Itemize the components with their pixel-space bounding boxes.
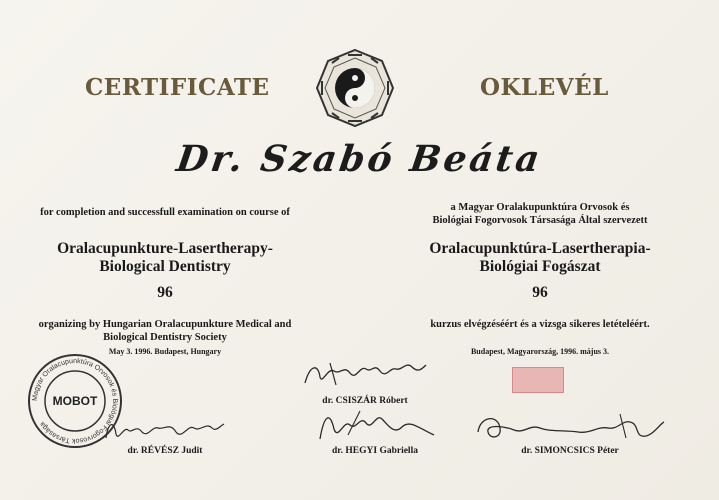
- right-completion: kurzus elvégzéséért és a vizsga sikeres letételéért.: [430, 319, 650, 330]
- title-hungarian: OKLEVÉL: [480, 74, 609, 101]
- signature-csiszar: [300, 355, 430, 390]
- left-org-line2: Biological Dentistry Society: [103, 332, 227, 343]
- yin-yang-emblem-icon: [315, 48, 395, 128]
- left-org-line1: organizing by Hungarian Oralacupunkture Medical and: [38, 319, 292, 330]
- left-course-number: 96: [157, 284, 173, 301]
- left-course-line1: Oralacupunkture-Lasertherapy-: [57, 240, 273, 257]
- signatory-hegyi: dr. HEGYI Gabriella: [332, 446, 418, 456]
- seal-center-text: MOBOT: [52, 394, 98, 408]
- signatory-simoncsics: dr. SIMONCSICS Péter: [521, 446, 619, 456]
- title-english: CERTIFICATE: [85, 74, 270, 101]
- right-intro-line1: a Magyar Oralakupunktúra Orvosok és: [450, 202, 630, 213]
- right-course-number: 96: [532, 284, 548, 301]
- right-date-place: Budapest, Magyarország, 1996. május 3.: [470, 347, 610, 356]
- left-course-line2: Biological Dentistry: [99, 258, 231, 275]
- signature-simoncsics: [470, 408, 670, 444]
- left-intro: for completion and successfull examination on course of: [40, 207, 290, 218]
- recipient-name: Dr. Szabó Beáta: [174, 138, 545, 180]
- signature-hegyi: [310, 405, 440, 445]
- signatory-revesz: dr. RÉVÉSZ Judit: [127, 446, 203, 456]
- left-date-place: May 3. 1996. Budapest, Hungary: [108, 347, 222, 356]
- seal-ring-text: Magyar Oralacupunktúra Orvosok és Biológiai Fogorvosok Társasága: [31, 357, 119, 445]
- signatory-csiszar: dr. CSISZÁR Róbert: [322, 396, 408, 406]
- right-intro-line2: Biológiai Fogorvosok Társasága Által szervezett: [432, 215, 648, 226]
- right-course-line1: Oralacupunktúra-Lasertherapia-: [429, 240, 651, 257]
- red-stamp: [512, 367, 564, 393]
- right-course-line2: Biológiai Fogászat: [479, 258, 601, 275]
- signature-revesz: [100, 412, 230, 444]
